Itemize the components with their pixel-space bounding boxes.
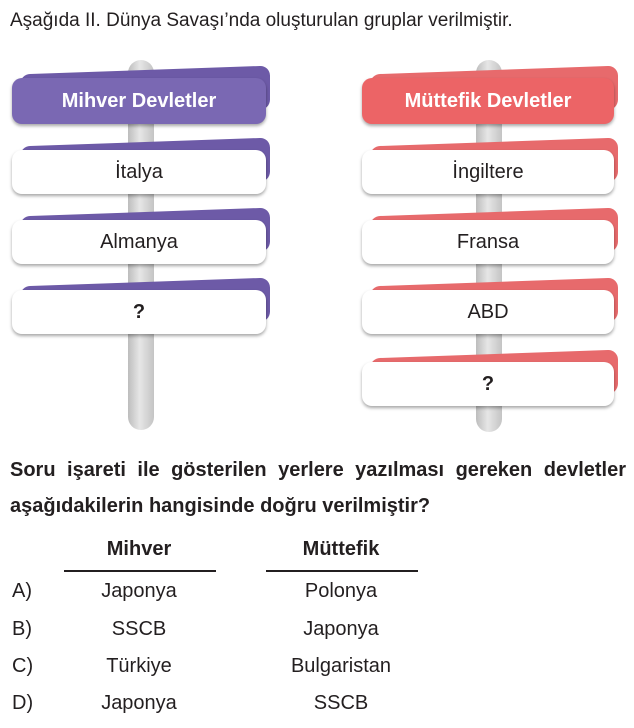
option-muttefik: Japonya: [303, 618, 379, 640]
option-d[interactable]: [0, 692, 634, 728]
option-muttefik: Bulgaristan: [290, 655, 392, 677]
option-letter: A): [12, 580, 32, 602]
option-a[interactable]: [0, 580, 634, 616]
muttefik-item: İngiltere: [362, 150, 614, 194]
option-mihver: Japonya: [101, 692, 177, 714]
option-letter: C): [12, 655, 34, 677]
mihver-item: Almanya: [12, 220, 266, 264]
mihver-sign-3: [12, 290, 266, 334]
muttefik-sign-2: [362, 220, 614, 264]
muttefik-sign-1: [362, 150, 614, 194]
mihver-signpost: [0, 52, 322, 492]
option-c[interactable]: [0, 655, 634, 691]
column-divider: [64, 570, 216, 572]
option-b[interactable]: [0, 618, 634, 654]
muttefik-item: ABD: [362, 290, 614, 334]
option-mihver: Japonya: [101, 580, 177, 602]
muttefik-sign-3: [362, 290, 614, 334]
muttefik-sign-4: [362, 362, 614, 406]
option-letter: B): [12, 618, 32, 640]
muttefik-title-sign: [362, 78, 614, 124]
column-header-muttefik: Müttefik: [302, 538, 380, 560]
mihver-item-unknown: ?: [12, 290, 266, 334]
muttefik-title: Müttefik Devletler: [362, 78, 614, 124]
option-letter: D): [12, 692, 34, 714]
intro-text: Aşağıda II. Dünya Savaşı’nda oluşturulan gruplar verilmiştir.: [10, 10, 513, 31]
option-muttefik: SSCB: [313, 692, 369, 714]
mihver-title-sign: [12, 78, 266, 124]
mihver-sign-2: [12, 220, 266, 264]
mihver-title: Mihver Devletler: [12, 78, 266, 124]
option-mihver: Türkiye: [106, 655, 172, 677]
muttefik-item-unknown: ?: [362, 362, 614, 406]
question-text: Soru işareti ile gösterilen yerlere yazılması gereken devletler aşağıdakilerin hangisinde doğru verilmiştir?: [10, 459, 626, 517]
muttefik-signpost: [318, 52, 634, 492]
option-mihver: SSCB: [111, 618, 167, 640]
mihver-item: İtalya: [12, 150, 266, 194]
muttefik-item: Fransa: [362, 220, 614, 264]
option-muttefik: Polonya: [304, 580, 378, 602]
column-header-mihver: Mihver: [106, 538, 172, 560]
column-divider: [266, 570, 418, 572]
mihver-sign-1: [12, 150, 266, 194]
